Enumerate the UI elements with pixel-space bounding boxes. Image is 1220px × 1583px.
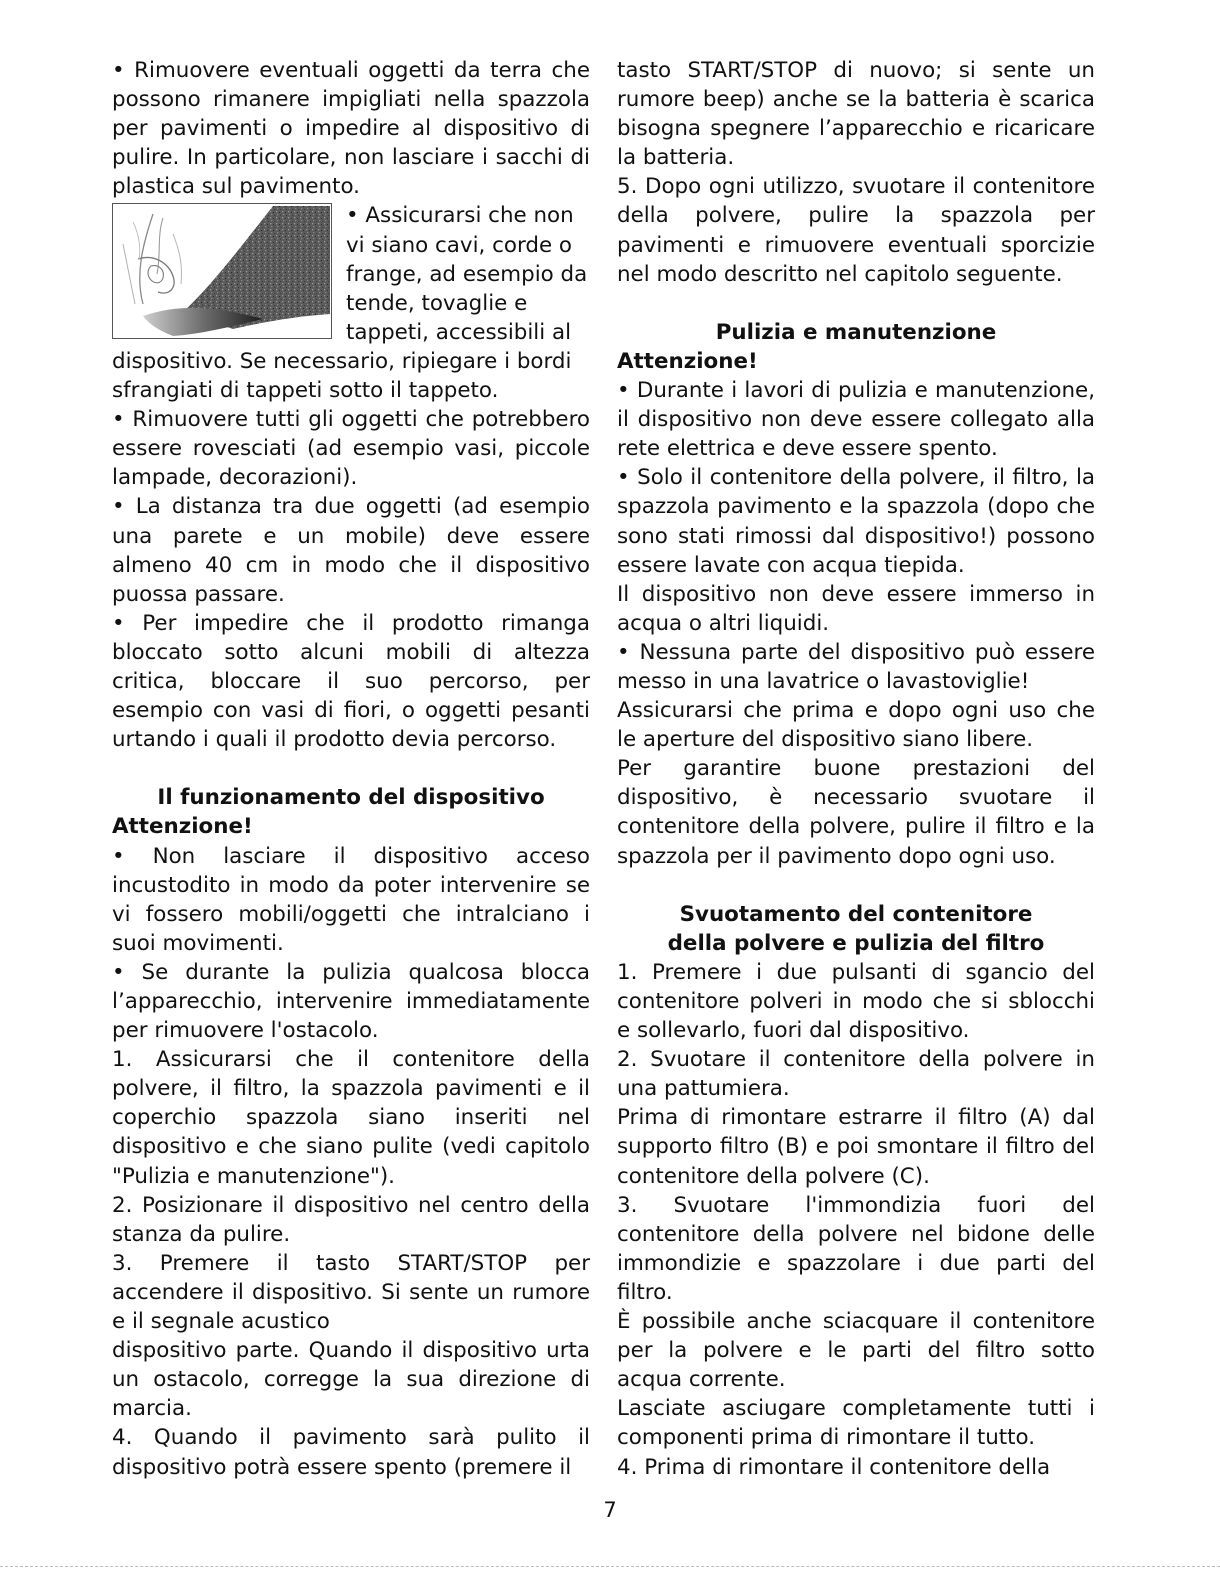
paragraph: 4. Prima di rimontare il contenitore della xyxy=(617,1454,1051,1480)
section-heading: della polvere e pulizia del filtro xyxy=(667,930,1045,956)
paragraph: • Non lasciare il dispositivo acceso incustodito in modo da poter intervenire se vi fossero mobili/oggetti che intralciano i suoi movimenti. xyxy=(112,843,590,956)
paragraph: Il dispositivo non deve essere immerso in acqua o altri liquidi. xyxy=(617,581,1095,636)
paragraph: • Durante i lavori di pulizia e manutenzione, il dispositivo non deve essere collegato alla rete elettrica e deve essere spento. xyxy=(617,378,1095,462)
paragraph: Assicurarsi che prima e dopo ogni uso che le aperture del dispositivo siano libere. xyxy=(617,698,1095,753)
paragraph: dispositivo parte. Quando il dispositivo urta un ostacolo, corregge la sua direzione di marcia. xyxy=(112,1338,590,1422)
paragraph: Lasciate asciugare completamente tutti i componenti prima di rimontare il tutto. xyxy=(617,1396,1095,1451)
attention-label: Attenzione! xyxy=(617,348,758,374)
paragraph: 4. Quando il pavimento sarà pulito il dispositivo potrà essere spento (premere il xyxy=(112,1425,590,1480)
paragraph: Prima di rimontare estrarre il filtro (A) dal supporto filtro (B) e poi smontare il filtro del contenitore della polvere (C). xyxy=(617,1105,1095,1189)
section-heading: Svuotamento del contenitore xyxy=(679,901,1033,927)
paragraph: • Assicurarsi che non vi siano cavi, corde o frange, ad esempio da tende, tovaglie e tappeti, accessibili al dispositivo. Se necessario, ripiegare i bordi sfrangiati di tappeti sotto il tappeto. xyxy=(112,203,588,404)
paragraph: 1. Premere i due pulsanti di sgancio del contenitore polveri in modo che si sblocchi e sollevarlo, fuori dal dispositivo. xyxy=(617,959,1095,1044)
page-edge-divider xyxy=(0,1566,1220,1567)
carpet-fringe-illustration xyxy=(112,203,332,339)
paragraph: • Rimuovere tutti gli oggetti che potrebbero essere rovesciati (ad esempio vasi, piccole lampade, decorazioni). xyxy=(112,407,590,491)
paragraph: 2. Posizionare il dispositivo nel centro della stanza da pulire. xyxy=(112,1192,590,1247)
paragraph: • Solo il contenitore della polvere, il filtro, la spazzola pavimento e la spazzola (dopo che sono stati rimossi dal dispositivo!) possono essere lavate con acqua tiepida. xyxy=(617,465,1095,578)
paragraph: • Se durante la pulizia qualcosa blocca l’apparecchio, intervenire immediatamente per rimuovere l'ostacolo. xyxy=(112,959,590,1044)
paragraph: tasto START/STOP di nuovo; si sente un rumore beep) anche se la batteria è scarica bisogna spegnere l’apparecchio e ricaricare la batteria. xyxy=(617,58,1095,171)
right-column xyxy=(617,56,1095,1482)
paragraph: 2. Svuotare il contenitore della polvere in una pattumiera. xyxy=(617,1047,1095,1102)
paragraph: • La distanza tra due oggetti (ad esempio una parete e un mobile) deve essere almeno 40 cm in modo che il dispositivo puossa passare. xyxy=(112,494,590,607)
carpet-image xyxy=(113,204,330,337)
section-heading: Pulizia e manutenzione xyxy=(715,319,997,345)
paragraph: 3. Premere il tasto START/STOP per accendere il dispositivo. Si sente un rumore e il segnale acustico xyxy=(112,1250,590,1335)
section-heading: Il funzionamento del dispositivo xyxy=(157,785,545,811)
page-number: 7 xyxy=(603,1498,617,1522)
paragraph: • Nessuna parte del dispositivo può essere messo in una lavatrice o lavastoviglie! xyxy=(617,639,1095,694)
paragraph: Per garantire buone prestazioni del dispositivo, è necessario svuotare il contenitore della polvere, pulire il filtro e la spazzola per il pavimento dopo ogni uso. xyxy=(617,756,1095,869)
paragraph: • Per impedire che il prodotto rimanga bloccato sotto alcuni mobili di altezza critica, bloccare il suo percorso, per esempio con vasi di fiori, o oggetti pesanti urtando i quali il prodotto devia percorso. xyxy=(112,610,590,753)
paragraph: • Rimuovere eventuali oggetti da terra che possono rimanere impigliati nella spazzola per pavimenti o impedire al dispositivo di pulire. In particolare, non lasciare i sacchi di plastica sul pavimento. xyxy=(112,58,590,200)
paragraph: 3. Svuotare l'immondizia fuori del contenitore della polvere nel bidone delle immondizie e spazzolare i due parti del filtro. xyxy=(617,1192,1095,1305)
paragraph: 5. Dopo ogni utilizzo, svuotare il contenitore della polvere, pulire la spazzola per pavimenti e rimuovere eventuali sporcizie nel modo descritto nel capitolo seguente. xyxy=(617,174,1095,287)
paragraph: 1. Assicurarsi che il contenitore della polvere, il filtro, la spazzola pavimenti e il coperchio spazzola siano inseriti nel dispositivo e che siano pulite (vedi capitolo "Pulizia e manutenzione"). xyxy=(112,1047,590,1189)
attention-label: Attenzione! xyxy=(112,814,253,840)
paragraph: È possibile anche sciacquare il contenitore per la polvere e le parti del filtro sotto acqua corrente. xyxy=(617,1309,1095,1393)
left-column xyxy=(112,56,590,1482)
